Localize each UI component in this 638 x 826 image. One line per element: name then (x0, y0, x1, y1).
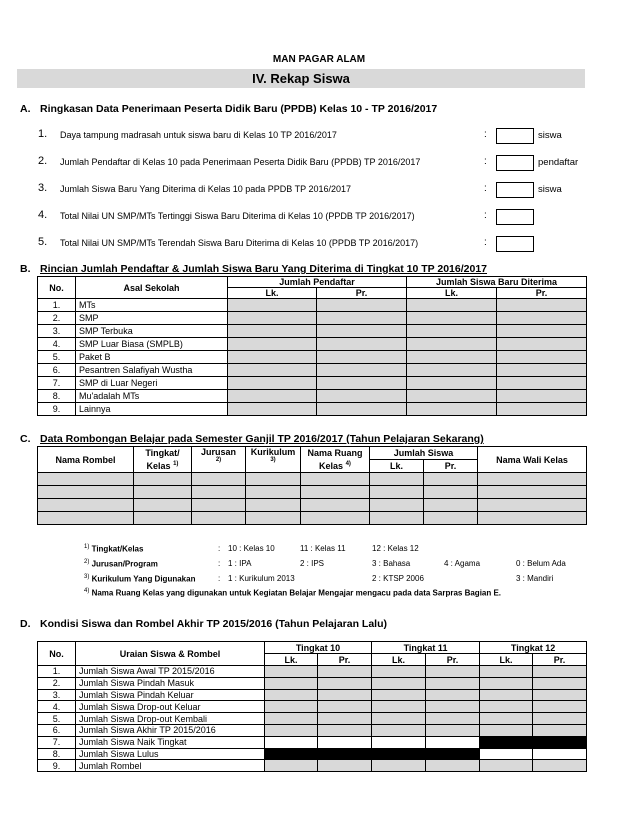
input-cell[interactable] (407, 377, 497, 390)
item-a2-text: Jumlah Pendaftar di Kelas 10 pada Penerimaan Peserta Didik Baru (PPDB) TP 2016/2017 (60, 157, 421, 167)
section-a-heading (20, 103, 620, 117)
input-cell[interactable] (317, 299, 407, 312)
input-cell[interactable] (372, 666, 426, 678)
section-c-heading (20, 433, 620, 447)
input-cell[interactable] (497, 312, 587, 325)
input-cell[interactable] (265, 713, 318, 725)
page-title: IV. Rekap Siswa (17, 69, 585, 88)
footnote-3-mark: 3) (84, 574, 90, 580)
input-cell[interactable] (426, 701, 480, 713)
input-cell[interactable] (407, 390, 497, 403)
input-cell[interactable] (426, 677, 480, 689)
input-cell[interactable] (480, 666, 533, 678)
table-row (38, 512, 587, 525)
table-row (38, 364, 587, 377)
input-cell[interactable] (317, 403, 407, 416)
input-cell[interactable] (317, 325, 407, 338)
item-a1-colon: : (484, 129, 487, 140)
footnote-1-label: Tingkat/Kelas (91, 544, 144, 554)
input-cell[interactable] (38, 512, 134, 525)
table-row (38, 312, 587, 325)
input-cell[interactable] (497, 338, 587, 351)
col-ruang-kelas-label: Kelas (319, 460, 344, 471)
table-row (38, 499, 587, 512)
footnote-3 (84, 574, 195, 584)
footnote-3-value-1: 1 : Kurikulum 2013 (228, 574, 295, 583)
col-no-header: No. (38, 277, 76, 299)
table-row (38, 390, 587, 403)
input-cell[interactable] (317, 390, 407, 403)
section-a-title: Ringkasan Data Penerimaan Peserta Didik Baru (PPDB) Kelas 10 - TP 2016/2017 (40, 103, 438, 115)
col-lk-header: Lk. (370, 460, 424, 473)
input-cell[interactable] (301, 512, 370, 525)
section-b-heading (20, 263, 620, 277)
row-number: 5. (38, 351, 76, 364)
table-row (38, 736, 587, 748)
col-school-header: Asal Sekolah (76, 277, 228, 299)
input-cell[interactable] (318, 724, 372, 736)
col-rombel-header: Nama Rombel (38, 447, 134, 473)
input-cell[interactable] (317, 377, 407, 390)
input-cell[interactable] (318, 760, 372, 772)
input-cell[interactable] (497, 377, 587, 390)
input-cell[interactable] (533, 724, 587, 736)
item-a3-text: Jumlah Siswa Baru Yang Diterima di Kelas 10 pada PPDB TP 2016/2017 (60, 184, 352, 194)
input-cell[interactable] (372, 724, 426, 736)
input-cell[interactable] (407, 403, 497, 416)
input-cell[interactable] (480, 689, 533, 701)
ruang-footnote-mark: 4) (345, 460, 351, 467)
input-cell[interactable] (372, 677, 426, 689)
section-b-title: Rincian Jumlah Pendaftar & Jumlah Siswa Baru Yang Diterima di Tingkat 10 TP 2016/2017 (40, 263, 488, 275)
input-cell[interactable] (407, 364, 497, 377)
footnote-1-mark: 1) (84, 544, 90, 550)
item-a1-input[interactable] (496, 128, 534, 144)
section-c-title: Data Rombongan Belajar pada Semester Ganjil TP 2016/2017 (Tahun Pelajaran Sekarang) (40, 433, 484, 445)
input-cell[interactable] (407, 338, 497, 351)
row-number: 7. (38, 736, 76, 748)
item-a4-text: Total Nilai UN SMP/MTs Tertinggi Siswa Baru Diterima di Kelas 10 (PPDB TP 2016/2017) (60, 211, 415, 221)
input-cell[interactable] (426, 689, 480, 701)
col-lk-header: Lk. (265, 654, 318, 666)
input-cell[interactable] (478, 499, 587, 512)
input-cell[interactable] (38, 473, 134, 486)
col-kelas-header (134, 460, 192, 473)
row-school-name: SMP di Luar Negeri (76, 377, 228, 390)
col-pr-header: Pr. (317, 288, 407, 299)
footnote-2-value-2: 2 : IPS (300, 559, 325, 568)
section-b-letter: B. (20, 263, 31, 275)
row-number: 3. (38, 325, 76, 338)
row-school-name: Pesantren Salafiyah Wustha (76, 364, 228, 377)
row-number: 6. (38, 364, 76, 377)
footnote-2-label: Jurusan/Program (91, 559, 158, 569)
input-cell[interactable] (228, 403, 317, 416)
row-number: 6. (38, 724, 76, 736)
table-row (38, 403, 587, 416)
row-number: 2. (38, 312, 76, 325)
item-a5-number: 5. (38, 236, 48, 248)
row-description: Jumlah Siswa Drop-out Kembali (76, 713, 265, 725)
input-cell[interactable] (228, 390, 317, 403)
input-cell[interactable] (38, 499, 134, 512)
input-cell[interactable] (372, 713, 426, 725)
row-school-name: MTs (76, 299, 228, 312)
row-number: 9. (38, 403, 76, 416)
footnote-4 (84, 588, 501, 598)
input-cell[interactable] (192, 499, 246, 512)
input-cell[interactable] (134, 486, 192, 499)
item-a5-text: Total Nilai UN SMP/MTs Terendah Siswa Baru Diterima di Kelas 10 (PPDB TP 2016/2017) (60, 238, 419, 248)
input-cell[interactable] (318, 701, 372, 713)
input-cell[interactable] (497, 390, 587, 403)
footnote-4-mark: 4) (84, 588, 90, 594)
col-tingkat-11-header: Tingkat 11 (372, 642, 480, 654)
row-school-name: Mu'adalah MTs (76, 390, 228, 403)
row-number: 9. (38, 760, 76, 772)
table-c (37, 446, 587, 525)
input-cell[interactable] (424, 486, 478, 499)
input-cell[interactable] (38, 486, 134, 499)
table-d-body (38, 666, 587, 772)
input-cell[interactable] (424, 512, 478, 525)
item-a5-colon: : (484, 237, 487, 248)
item-a4-colon: : (484, 210, 487, 221)
input-cell[interactable] (265, 689, 318, 701)
table-row (38, 677, 587, 689)
table-row (38, 473, 587, 486)
input-cell[interactable] (478, 512, 587, 525)
input-cell[interactable] (480, 677, 533, 689)
item-a2-input[interactable] (496, 155, 534, 171)
disabled-cell (480, 736, 533, 748)
input-cell[interactable] (228, 299, 317, 312)
input-cell[interactable] (246, 512, 301, 525)
item-a2-colon: : (484, 156, 487, 167)
row-number: 2. (38, 677, 76, 689)
table-row (38, 338, 587, 351)
col-ruang-header: Nama Ruang (301, 447, 370, 460)
table-row (38, 486, 587, 499)
footnote-1-colon: : (218, 544, 221, 553)
disabled-cell (426, 748, 480, 760)
kelas-footnote-mark: 1) (173, 460, 179, 467)
row-school-name: SMP Terbuka (76, 325, 228, 338)
col-kurikulum-label: Kurikulum (250, 447, 296, 457)
input-cell[interactable] (372, 701, 426, 713)
input-cell[interactable] (424, 499, 478, 512)
input-cell[interactable] (318, 689, 372, 701)
row-number: 1. (38, 666, 76, 678)
item-a1-number: 1. (38, 128, 48, 140)
footnote-2 (84, 559, 158, 569)
footnote-2-value-3: 3 : Bahasa (372, 559, 411, 568)
row-description: Jumlah Siswa Pindah Keluar (76, 689, 265, 701)
row-school-name: SMP Luar Biasa (SMPLB) (76, 338, 228, 351)
row-number: 8. (38, 748, 76, 760)
input-cell[interactable] (497, 364, 587, 377)
school-name: MAN PAGAR ALAM (272, 54, 366, 65)
item-a2-unit: pendaftar (538, 157, 579, 168)
footnote-1-value-1: 10 : Kelas 10 (228, 544, 275, 553)
table-row (38, 689, 587, 701)
input-cell[interactable] (370, 499, 424, 512)
input-cell[interactable] (426, 736, 480, 748)
row-number: 5. (38, 713, 76, 725)
input-cell[interactable] (318, 736, 372, 748)
footnote-2-value-4: 4 : Agama (444, 559, 481, 568)
input-cell[interactable] (265, 760, 318, 772)
footnote-2-value-1: 1 : IPA (228, 559, 252, 568)
row-description: Jumlah Siswa Akhir TP 2015/2016 (76, 724, 265, 736)
input-cell[interactable] (426, 724, 480, 736)
row-description: Jumlah Siswa Drop-out Keluar (76, 701, 265, 713)
row-description: Jumlah Siswa Pindah Masuk (76, 677, 265, 689)
col-pr-header: Pr. (424, 460, 478, 473)
input-cell[interactable] (228, 312, 317, 325)
input-cell[interactable] (480, 760, 533, 772)
col-lk-header: Lk. (372, 654, 426, 666)
footnote-2-mark: 2) (84, 559, 90, 565)
table-row (38, 299, 587, 312)
input-cell[interactable] (497, 325, 587, 338)
input-cell[interactable] (370, 486, 424, 499)
input-cell[interactable] (317, 338, 407, 351)
row-description: Jumlah Siswa Awal TP 2015/2016 (76, 666, 265, 678)
footnote-1-value-2: 11 : Kelas 11 (300, 544, 346, 553)
col-pr-header: Pr. (497, 288, 587, 299)
item-a5-input[interactable] (496, 236, 534, 252)
table-row (38, 666, 587, 678)
input-cell[interactable] (426, 666, 480, 678)
col-ruang-kelas-header (301, 460, 370, 473)
input-cell[interactable] (228, 325, 317, 338)
disabled-cell (372, 748, 426, 760)
disabled-cell (318, 748, 372, 760)
col-jumlah-header: Jumlah Siswa (370, 447, 478, 460)
row-description: Jumlah Siswa Lulus (76, 748, 265, 760)
input-cell[interactable] (497, 351, 587, 364)
input-cell[interactable] (533, 666, 587, 678)
input-cell[interactable] (246, 473, 301, 486)
item-a4-number: 4. (38, 209, 48, 221)
row-number: 4. (38, 701, 76, 713)
col-wali-header: Nama Wali Kelas (478, 447, 587, 473)
col-tingkat-10-header: Tingkat 10 (265, 642, 372, 654)
input-cell[interactable] (317, 312, 407, 325)
col-jurusan-header (192, 447, 246, 473)
table-c-body (38, 473, 587, 525)
input-cell[interactable] (480, 701, 533, 713)
input-cell[interactable] (134, 512, 192, 525)
row-number: 4. (38, 338, 76, 351)
section-d-heading (20, 618, 620, 632)
row-description: Jumlah Siswa Naik Tingkat (76, 736, 265, 748)
col-lk-header: Lk. (228, 288, 317, 299)
footnote-2-colon: : (218, 559, 221, 568)
col-lk-header: Lk. (480, 654, 533, 666)
input-cell[interactable] (407, 351, 497, 364)
input-cell[interactable] (372, 689, 426, 701)
input-cell[interactable] (533, 713, 587, 725)
input-cell[interactable] (228, 351, 317, 364)
jurusan-footnote-mark: 2) (215, 457, 222, 463)
input-cell[interactable] (317, 351, 407, 364)
col-pr-header: Pr. (533, 654, 587, 666)
disabled-cell (533, 736, 587, 748)
input-cell[interactable] (265, 724, 318, 736)
input-cell[interactable] (228, 338, 317, 351)
input-cell[interactable] (424, 473, 478, 486)
table-row (38, 377, 587, 390)
table-row (38, 701, 587, 713)
input-cell[interactable] (407, 325, 497, 338)
col-no-header: No. (38, 642, 76, 666)
input-cell[interactable] (480, 748, 533, 760)
table-d (37, 641, 587, 772)
input-cell[interactable] (134, 499, 192, 512)
item-a1-unit: siswa (538, 130, 562, 141)
input-cell[interactable] (301, 499, 370, 512)
col-jurusan-label: Jurusan (200, 447, 236, 457)
input-cell[interactable] (317, 364, 407, 377)
table-row (38, 325, 587, 338)
input-cell[interactable] (478, 486, 587, 499)
table-b-body (38, 299, 587, 416)
input-cell[interactable] (265, 666, 318, 678)
section-c-letter: C. (20, 433, 31, 445)
input-cell[interactable] (301, 473, 370, 486)
input-cell[interactable] (480, 724, 533, 736)
row-number: 3. (38, 689, 76, 701)
footnote-3-label: Kurikulum Yang Digunakan (91, 574, 196, 584)
input-cell[interactable] (533, 701, 587, 713)
col-accepted-header: Jumlah Siswa Baru Diterima (407, 277, 587, 288)
col-pr-header: Pr. (318, 654, 372, 666)
input-cell[interactable] (480, 713, 533, 725)
input-cell[interactable] (533, 689, 587, 701)
input-cell[interactable] (228, 364, 317, 377)
col-kelas-label: Kelas (146, 460, 171, 471)
col-tingkat-header: Tingkat/ (134, 447, 192, 460)
footnote-1 (84, 544, 143, 554)
kurikulum-footnote-mark: 3) (270, 457, 276, 463)
table-row (38, 760, 587, 772)
item-a3-colon: : (484, 183, 487, 194)
input-cell[interactable] (265, 677, 318, 689)
row-number: 7. (38, 377, 76, 390)
item-a1-text: Daya tampung madrasah untuk siswa baru di Kelas 10 TP 2016/2017 (60, 130, 337, 140)
input-cell[interactable] (407, 312, 497, 325)
row-school-name: Lainnya (76, 403, 228, 416)
row-description: Jumlah Rombel (76, 760, 265, 772)
input-cell[interactable] (301, 486, 370, 499)
input-cell[interactable] (246, 499, 301, 512)
row-number: 1. (38, 299, 76, 312)
item-a2-number: 2. (38, 155, 48, 167)
input-cell[interactable] (370, 473, 424, 486)
col-lk-header: Lk. (407, 288, 497, 299)
col-kurikulum-header (246, 447, 301, 473)
input-cell[interactable] (497, 299, 587, 312)
item-a3-unit: siswa (538, 184, 562, 195)
input-cell[interactable] (426, 713, 480, 725)
row-number: 8. (38, 390, 76, 403)
input-cell[interactable] (372, 736, 426, 748)
section-a-letter: A. (20, 103, 31, 115)
col-tingkat-12-header: Tingkat 12 (480, 642, 587, 654)
section-d-letter: D. (20, 618, 31, 630)
input-cell[interactable] (372, 760, 426, 772)
row-school-name: Paket B (76, 351, 228, 364)
input-cell[interactable] (265, 736, 318, 748)
input-cell[interactable] (370, 512, 424, 525)
input-cell[interactable] (478, 473, 587, 486)
input-cell[interactable] (246, 486, 301, 499)
item-a3-number: 3. (38, 182, 48, 194)
footnote-3-value-2: 2 : KTSP 2006 (372, 574, 424, 583)
table-row (38, 713, 587, 725)
input-cell[interactable] (533, 760, 587, 772)
table-row (38, 748, 587, 760)
footnote-1-value-3: 12 : Kelas 12 (372, 544, 419, 553)
input-cell[interactable] (318, 713, 372, 725)
footnote-3-value-3: 3 : Mandiri (516, 574, 554, 583)
item-a3-input[interactable] (496, 182, 534, 198)
input-cell[interactable] (265, 701, 318, 713)
col-pr-header: Pr. (426, 654, 480, 666)
input-cell[interactable] (192, 473, 246, 486)
input-cell[interactable] (318, 677, 372, 689)
input-cell[interactable] (228, 377, 317, 390)
col-applicants-header: Jumlah Pendaftar (228, 277, 407, 288)
table-row (38, 351, 587, 364)
row-school-name: SMP (76, 312, 228, 325)
input-cell[interactable] (192, 486, 246, 499)
col-uraian-header: Uraian Siswa & Rombel (76, 642, 265, 666)
input-cell[interactable] (533, 748, 587, 760)
disabled-cell (265, 748, 318, 760)
item-a4-input[interactable] (496, 209, 534, 225)
footnote-4-label: Nama Ruang Kelas yang digunakan untuk Kegiatan Belajar Mengajar mengacu pada data Sarpras Bagian E. (91, 588, 502, 598)
input-cell[interactable] (426, 760, 480, 772)
input-cell[interactable] (192, 512, 246, 525)
input-cell[interactable] (318, 666, 372, 678)
footnote-2-value-5: 0 : Belum Ada (516, 559, 566, 568)
section-d-title: Kondisi Siswa dan Rombel Akhir TP 2015/2016 (Tahun Pelajaran Lalu) (40, 618, 387, 630)
input-cell[interactable] (497, 403, 587, 416)
input-cell[interactable] (134, 473, 192, 486)
table-b (37, 276, 587, 416)
footnote-3-colon: : (218, 574, 221, 583)
input-cell[interactable] (533, 677, 587, 689)
input-cell[interactable] (407, 299, 497, 312)
table-row (38, 724, 587, 736)
